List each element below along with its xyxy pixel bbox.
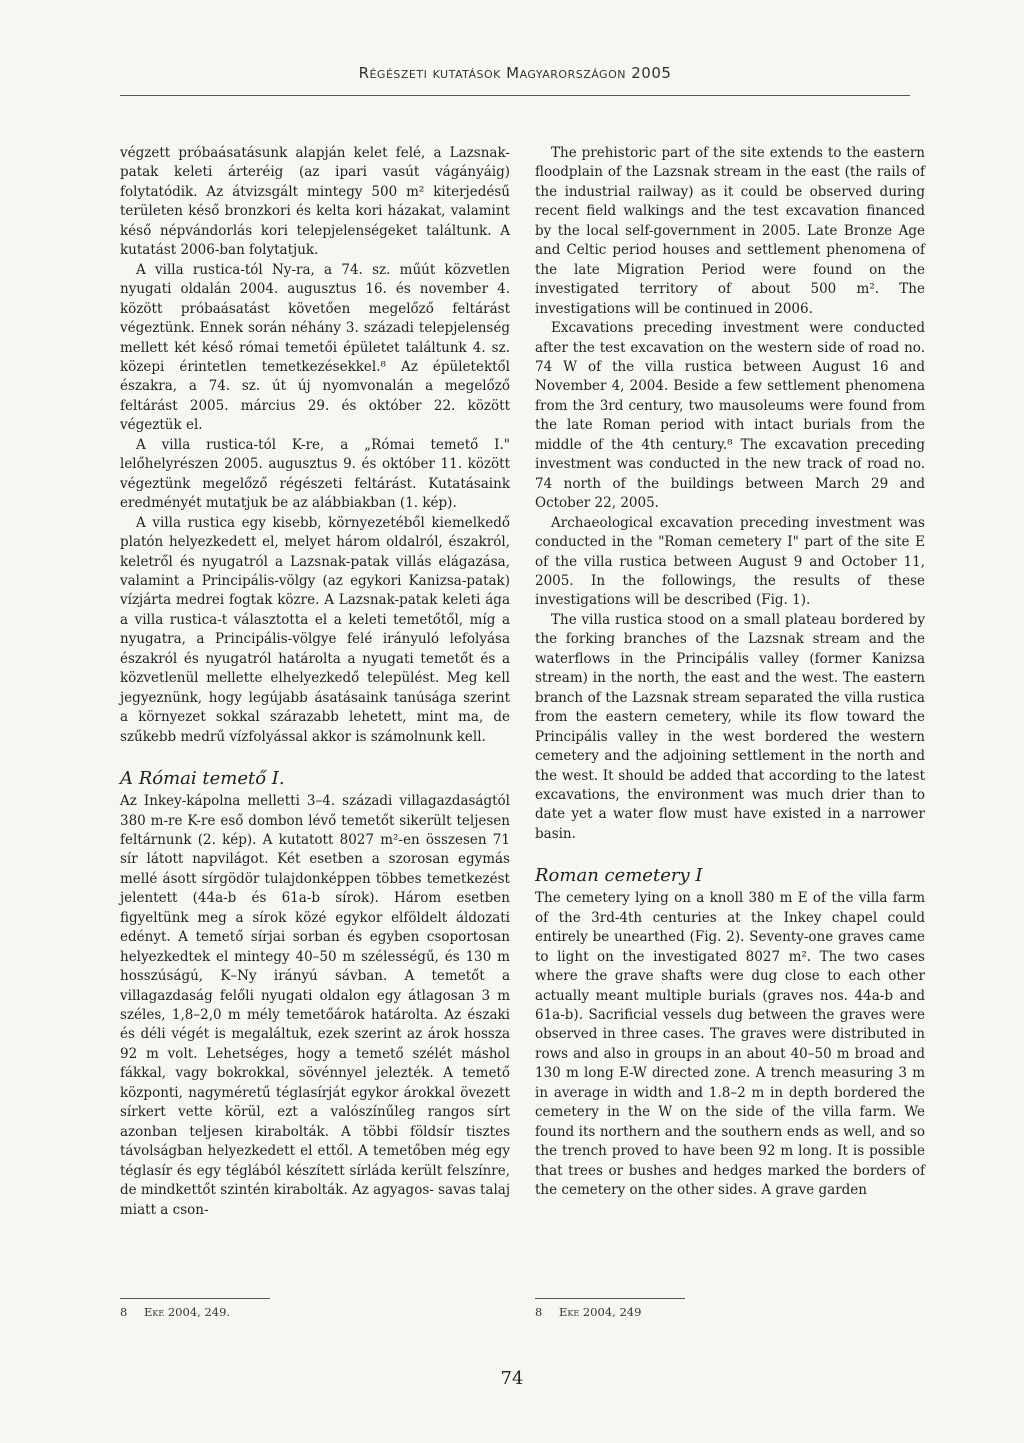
footnote-right <box>535 1305 641 1319</box>
footnote-left <box>120 1305 230 1319</box>
en-paragraph-2: Excavations preceding investment were conducted after the test excavation on the western side of road no. 74 W of the villa rustica between August 16 and November 4, 2004. Beside a few settlement phenomena from the 3rd century, two mausoleums were found from the late Roman period with intact burials from the middle of the 4th century.⁸ The excavation preceding investment was conducted in the new track of road no. 74 north of the buildings between March 29 and October 22, 2005. <box>535 320 925 512</box>
hu-paragraph-5: Az Inkey-kápolna melletti 3–4. századi villagazdaságtól 380 m-re K-re eső dombon lévő temetőt sikerült teljesen feltárnunk (2. kép). A kutatott 8027 m²-en összesen 71 sír látott napvilágot. Két esetben a szorosan egymás mellé ásott sírgödör tulajdonképpen többes temetkezést jelentett (44a-b és 61a-b sírok). Három esetben figyeltünk meg a sírok közé egykor elföldelt áldozati edényt. A temető sírjai sorban és egyben csoportosan helyezkedtek el mintegy 40–50 m szélességű, és 130 m hosszúságú, K–Ny irányú sávban. A temetőt a villagazdaság felőli nyugati oldalon egy átlagosan 3 m széles, 1,8–2,0 m mély temetőárok határolta. Az északi és déli végét is megaláltuk, ezek szerint az árok hossza 92 m volt. Lehetséges, hogy a temető szélét máshol fákkal, vagy bokrokkal, sövénnyel jelezték. A temető központi, nagyméretű téglasírját egykor árokkal övezett sírkert vette körül, ezt a valószínűleg rangos sírt azonban teljesen kirabolták. A többi földsír tisztes távolságban helyezkedett el ettől. A temetőben még egy téglasír és egy téglából készített sírláda került felszínre, de mindkettőt szintén kirabolták. Az agyagos- savas talaj miatt a cson- <box>120 793 510 1218</box>
footnote-reference: Eke 2004, 249 <box>559 1305 642 1319</box>
footnote-number: 8 <box>535 1305 543 1319</box>
english-column <box>535 144 925 1201</box>
hu-paragraph-4: A villa rustica egy kisebb, környezetéből kiemelkedő platón helyezkedett el, melyet három oldalról, északról, keletről és nyugatról a Lazsnak-patak villás elágazása, valamint a Principális-völgy (az egykori Kanizsa-patak) vízjárta medrei fogtak közre. A Lazsnak-patak keleti ága a villa rustica-t választotta el a keleti temetőtől, míg a nyugatra, a Principális-völgye felé irányuló lefolyása északról és nyugatról határolta a nyugati temetőt és a közvetlenül mellette elhelyezkedő települést. Meg kell jegyeznünk, hogy legújabb ásatásaink tanúsága szerint a környezet sokkal szárazabb lehetett, mint ma, de szűkebb medrű vízfolyással akkor is számolnunk kell. <box>120 514 510 745</box>
en-paragraph-3: Archaeological excavation preceding investment was conducted in the "Roman cemetery I" part of the site E of the villa rustica between August 9 and October 11, 2005. In the followings, the results of these investigations will be described (Fig. 1). <box>535 514 925 609</box>
hu-paragraph-3: A villa rustica-tól K-re, a „Római temető I." lelőhelyrészen 2005. augusztus 9. és október 11. között végeztünk megelőző régészeti feltárást. Kutatásaink eredményét mutatjuk be az alábbiakban (1. kép). <box>120 436 510 512</box>
page-number: 74 <box>500 1368 524 1389</box>
hu-paragraph-1: végzett próbaásatásunk alapján kelet felé, a Lazsnak-patak keleti árteréig (az ipari vasút vágányáig) folytatódik. Az átvizsgált mintegy 500 m² kiterjedésű területen késő bronzkori és kelta kori házakat, valamint késő népvándorlás kori telepjelenségeket találtunk. A kutatást 2006-ban folytatjuk. <box>120 145 510 259</box>
en-section-heading: Roman cemetery I <box>535 865 703 887</box>
running-header: Régészeti kutatások Magyarországon 2005 <box>358 64 672 82</box>
hungarian-column <box>120 144 510 1220</box>
hu-section-heading: A Római temető I. <box>120 768 285 790</box>
hu-paragraph-2: A villa rustica-tól Ny-ra, a 74. sz. műút közvetlen nyugati oldalán 2004. augusztus 16. és november 4. között próbaásatást követően megelőző feltárást végeztünk. Ennek során néhány 3. századi telepjelenség mellett két késő római temetői épületet találtunk 4. sz. közepi érintetlen temetkezésekkel.⁸ Az épületektől északra, a 74. sz. út új nyomvonalán a megelőző feltárást 2005. március 29. és október 22. között végeztük el. <box>120 261 510 434</box>
footnote-number: 8 <box>120 1305 128 1319</box>
en-paragraph-1: The prehistoric part of the site extends to the eastern floodplain of the Lazsnak stream in the east (the rails of the industrial railway) as it could be observed during recent field walkings and the test excavation financed by the local self-government in 2005. Late Bronze Age and Celtic period houses and settlement phenomena of the late Migration Period were found on the investigated territory of about 500 m². The investigations will be continued in 2006. <box>535 145 925 317</box>
footnote-rule-right <box>535 1298 685 1299</box>
en-paragraph-4: The villa rustica stood on a small plateau bordered by the forking branches of the Lazsnak stream and the waterflows in the Principális valley (former Kanizsa stream) in the north, the east and the west. The eastern branch of the Lazsnak stream separated the villa rustica from the eastern cemetery, while its flow toward the Principális valley in the west bordered the western cemetery and the adjoining settlement in the north and the west. It should be added that according to the latest excavations, the environment was much drier than to date yet a water flow must have existed in a narrower basin. <box>535 611 925 842</box>
footnote-rule-left <box>120 1298 270 1299</box>
header-rule <box>120 95 910 96</box>
footnote-reference: Eke 2004, 249. <box>144 1305 231 1319</box>
en-paragraph-5: The cemetery lying on a knoll 380 m E of the villa farm of the 3rd-4th centuries at the Inkey chapel could entirely be unearthed (Fig. 2). Seventy-one graves came to light on the investigated 8027 m². The two cases where the grave shafts were dug close to each other actually meant multiple burials (graves nos. 44a-b and 61a-b). Sacrificial vessels dug between the graves were observed in three cases. The graves were distributed in rows and also in groups in an about 40–50 m broad and 130 m long E-W directed zone. A trench measuring 3 m in average in width and 1.8–2 m in depth bordered the cemetery in the W on the side of the villa farm. We found its northern and the southern ends as well, and so the trench proved to have been 92 m long. It is possible that trees or bushes and hedges marked the borders of the cemetery on the other sides. A grave garden <box>535 890 925 1199</box>
